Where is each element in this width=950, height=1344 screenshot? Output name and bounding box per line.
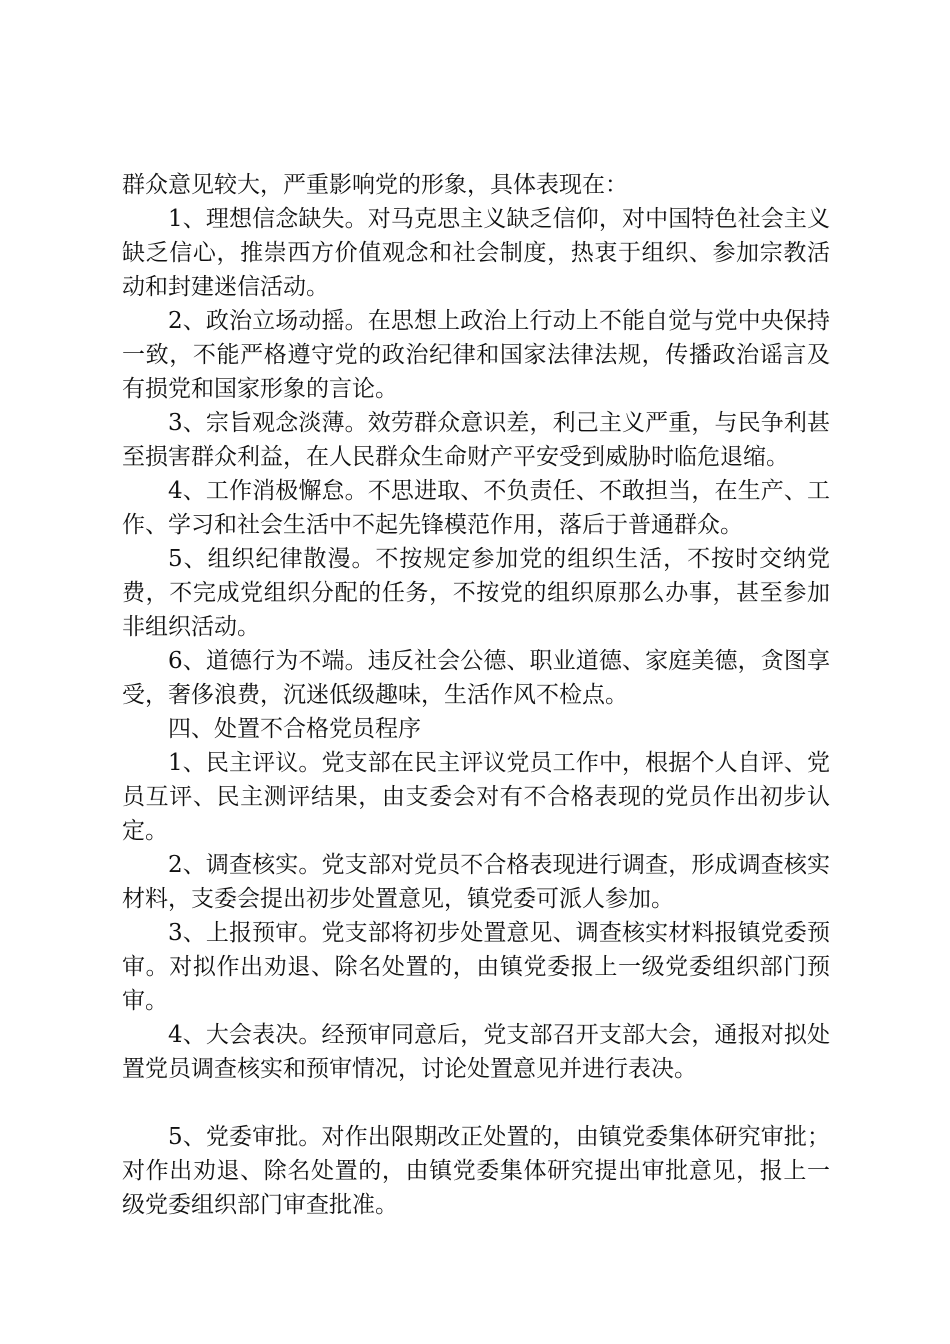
document-body xyxy=(122,168,830,1222)
paragraph-step-2-investigation: 2、调查核实。党支部对党员不合格表现进行调查，形成调查核实材料，支委会提出初步处置意见，镇党委可派人参加。 xyxy=(122,852,830,912)
paragraph-item-6-morality: 6、道德行为不端。违反社会公德、职业道德、家庭美德，贪图享受，奢侈浪费，沉迷低级趣味，生活作风不检点。 xyxy=(122,648,830,708)
paragraph-item-4-work-attitude: 4、工作消极懈怠。不思进取、不负责任、不敢担当，在生产、工作、学习和社会生活中不起先锋模范作用，落后于普通群众。 xyxy=(122,478,830,538)
paragraph-step-1-evaluation: 1、民主评议。党支部在民主评议党员工作中，根据个人自评、党员互评、民主测评结果，由支委会对有不合格表现的党员作出初步认定。 xyxy=(122,750,830,844)
paragraph-intro: 群众意见较大，严重影响党的形象，具体表现在： xyxy=(122,172,628,198)
paragraph-item-2-political-stance: 2、政治立场动摇。在思想上政治上行动上不能自觉与党中央保持一致，不能严格遵守党的政治纪律和国家法律法规，传播政治谣言及有损党和国家形象的言论。 xyxy=(122,308,830,402)
paragraph-step-5-approval: 5、党委审批。对作出限期改正处置的，由镇党委集体研究审批；对作出劝退、除名处置的，由镇党委集体研究提出审批意见，报上一级党委组织部门审查批准。 xyxy=(122,1124,830,1218)
paragraph-item-1-ideals: 1、理想信念缺失。对马克思主义缺乏信仰，对中国特色社会主义缺乏信心，推崇西方价值观念和社会制度，热衷于组织、参加宗教活动和封建迷信活动。 xyxy=(122,206,830,300)
paragraph-step-4-vote: 4、大会表决。经预审同意后，党支部召开支部大会，通报对拟处置党员调查核实和预审情况，讨论处置意见并进行表决。 xyxy=(122,1022,830,1082)
section-heading-procedure: 四、处置不合格党员程序 xyxy=(168,716,421,742)
paragraph-item-3-purpose: 3、宗旨观念淡薄。效劳群众意识差，利己主义严重，与民争利甚至损害群众利益，在人民群众生命财产平安受到威胁时临危退缩。 xyxy=(122,410,830,470)
paragraph-step-3-pre-review: 3、上报预审。党支部将初步处置意见、调查核实材料报镇党委预审。对拟作出劝退、除名处置的，由镇党委报上一级党委组织部门预审。 xyxy=(122,920,830,1014)
paragraph-item-5-discipline: 5、组织纪律散漫。不按规定参加党的组织生活，不按时交纳党费，不完成党组织分配的任务，不按党的组织原那么办事，甚至参加非组织活动。 xyxy=(122,546,830,640)
